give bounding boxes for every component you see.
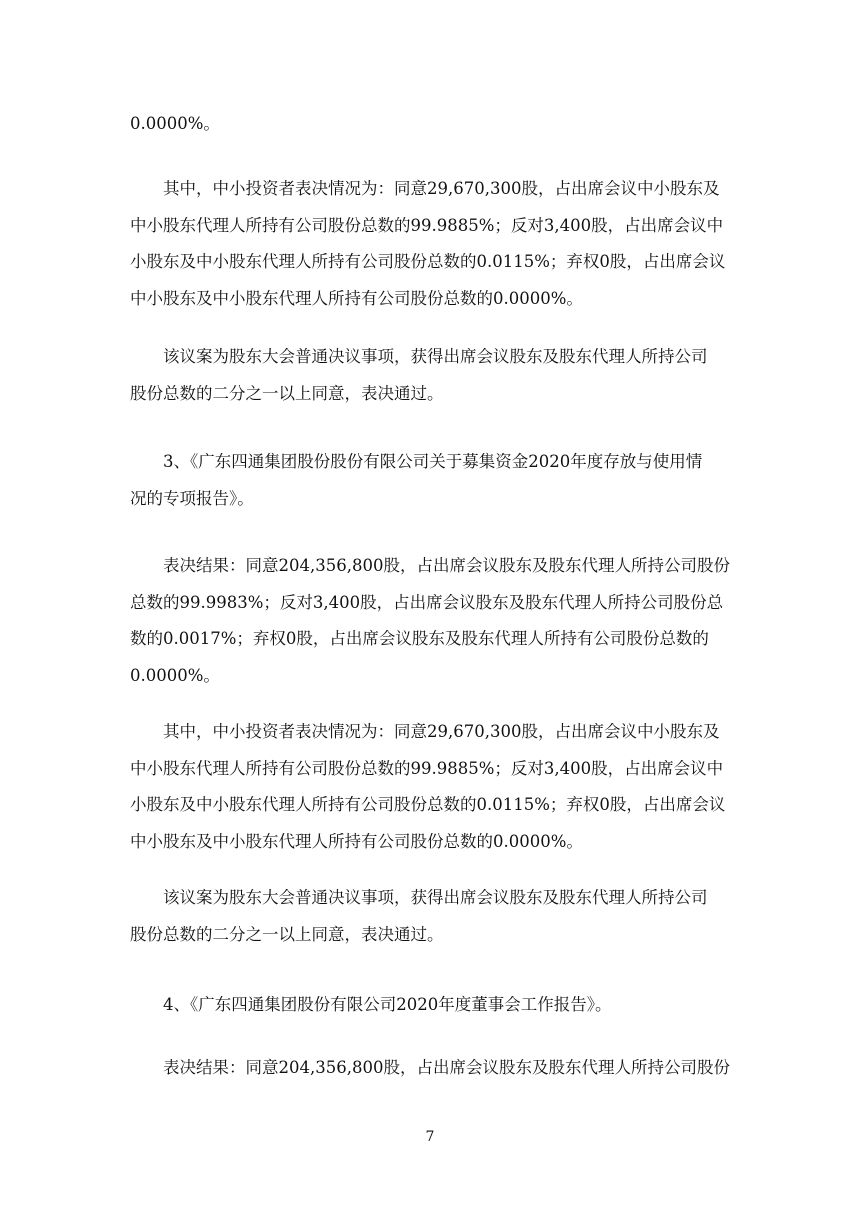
paragraph-minority-vote: [130, 171, 730, 317]
text-line: 表决结果：同意204,356,800股，占出席会议股东及股东代理人所持公司股份: [163, 556, 730, 575]
text-line: 0.0000%。: [130, 665, 220, 685]
text-line: 其中，中小投资者表决情况为：同意29,670,300股，占出席会议中小股东及: [163, 722, 720, 741]
text-line: 0.0000%。: [130, 114, 220, 133]
agenda-item-3: [130, 444, 730, 517]
text-line: 中小股东及中小股东代理人所持有公司股份总数的0.0000%。: [130, 288, 583, 308]
text-line: 中小股东代理人所持有公司股份总数的99.9885%；反对3,400股，占出席会议中: [130, 215, 724, 235]
text-line: 小股东及中小股东代理人所持有公司股份总数的0.0115%；弃权0股，占出席会议: [130, 252, 726, 271]
text-line: 4、《广东四通集团股份有限公司2020年度董事会工作报告》。: [163, 995, 612, 1014]
text-line: 股份总数的二分之一以上同意，表决通过。: [130, 383, 444, 403]
text-line: 股份总数的二分之一以上同意，表决通过。: [130, 924, 444, 944]
text-line: 况的专项报告》。: [130, 488, 254, 508]
text-line: 中小股东及中小股东代理人所持有公司股份总数的0.0000%。: [130, 831, 583, 851]
text-line: 3、《广东四通集团股份股份有限公司关于募集资金2020年度存放与使用情: [163, 452, 703, 471]
text-line: 小股东及中小股东代理人所持有公司股份总数的0.0115%；弃权0股，占出席会议: [130, 795, 726, 814]
agenda-item-4: [130, 987, 730, 1024]
text-line: 总数的99.9983%；反对3,400股，占出席会议股东及股东代理人所持公司股份总: [130, 592, 724, 612]
text-line: 表决结果：同意204,356,800股，占出席会议股东及股东代理人所持公司股份: [163, 1058, 730, 1077]
text-line: 中小股东代理人所持有公司股份总数的99.9885%；反对3,400股，占出席会议中: [130, 758, 724, 778]
paragraph-vote-result: [130, 548, 730, 694]
paragraph-resolution-passed: [130, 880, 730, 953]
paragraph-minority-vote: [130, 714, 730, 860]
paragraph-vote-tail: [130, 106, 730, 143]
paragraph-vote-result: [130, 1050, 730, 1087]
page-number: 7: [425, 1129, 435, 1145]
text-line: 该议案为股东大会普通决议事项，获得出席会议股东及股东代理人所持公司: [163, 347, 708, 366]
text-line: 数的0.0017%；弃权0股，占出席会议股东及股东代理人所持有公司股份总数的: [130, 629, 709, 648]
text-line: 其中，中小投资者表决情况为：同意29,670,300股，占出席会议中小股东及: [163, 179, 720, 198]
text-line: 该议案为股东大会普通决议事项，获得出席会议股东及股东代理人所持公司: [163, 888, 708, 907]
paragraph-resolution-passed: [130, 339, 730, 412]
